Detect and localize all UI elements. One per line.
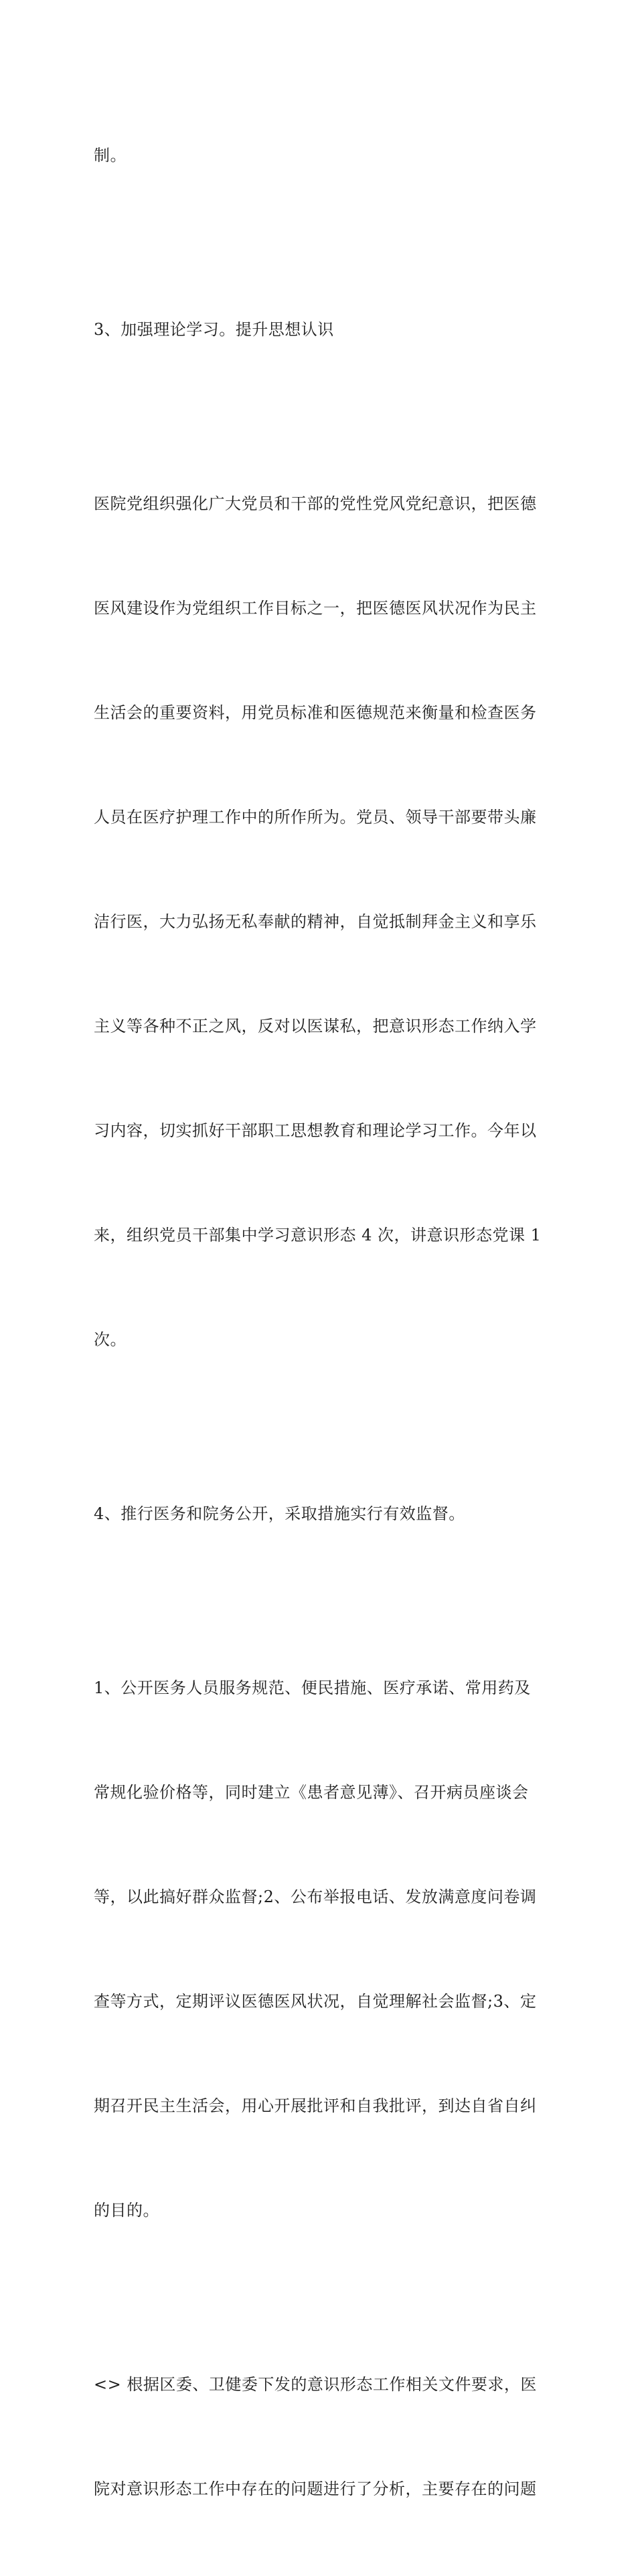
- paragraph-problems: [94, 2297, 549, 2576]
- text-line: 等，以此搞好群众监督;2、公布举报电话、发放满意度问卷调: [94, 1887, 537, 1906]
- document-body: [94, 68, 549, 2576]
- text-line: 查等方式，定期评议医德医风状况，自觉理解社会监督;3、定: [94, 1992, 537, 2011]
- text-line: 人员在医疗护理工作中的所作所为。党员、领导干部要带头廉: [94, 808, 537, 827]
- text-line: 常规化验价格等，同时建立《患者意见薄》、召开病员座谈会: [94, 1783, 529, 1802]
- text-line: 制。: [94, 146, 127, 165]
- text-line: 洁行医，大力弘扬无私奉献的精神，自觉抵制拜金主义和享乐: [94, 912, 537, 931]
- text-line: 次。: [94, 1330, 127, 1349]
- paragraph-theory-study: [94, 417, 549, 1427]
- paragraph-continuation: [94, 68, 549, 242]
- text-line: 习内容，切实抓好干部职工思想教育和理论学习工作。今年以: [94, 1121, 537, 1140]
- text-line: <> 根据区委、卫健委下发的意识形态工作相关文件要求，医: [94, 2375, 537, 2394]
- heading-text: 4、推行医务和院务公开，采取措施实行有效监督。: [94, 1504, 465, 1523]
- section-heading-3: [94, 242, 549, 417]
- text-line: 期召开民主生活会，用心开展批评和自我批评，到达自省自纠: [94, 2096, 537, 2115]
- text-line: 医院党组织强化广大党员和干部的党性党风党纪意识，把医德: [94, 494, 537, 513]
- text-line: 主义等各种不正之风，反对以医谋私，把意识形态工作纳入学: [94, 1017, 537, 1035]
- section-heading-4: [94, 1427, 549, 1601]
- text-line: 1、公开医务人员服务规范、便民措施、医疗承诺、常用药及: [94, 1678, 531, 1697]
- text-line: 医风建设作为党组织工作目标之一，把医德医风状况作为民主: [94, 599, 537, 618]
- heading-text: 3、加强理论学习。提升思想认识: [94, 320, 334, 339]
- text-line: 院对意识形态工作中存在的问题进行了分析，主要存在的问题: [94, 2480, 537, 2498]
- text-line: 生活会的重要资料，用党员标准和医德规范来衡量和检查医务: [94, 703, 537, 722]
- text-line: 的目的。: [94, 2201, 159, 2220]
- text-line: 来，组织党员干部集中学习意识形态 4 次，讲意识形态党课 1: [94, 1226, 542, 1244]
- paragraph-openness: [94, 1601, 549, 2297]
